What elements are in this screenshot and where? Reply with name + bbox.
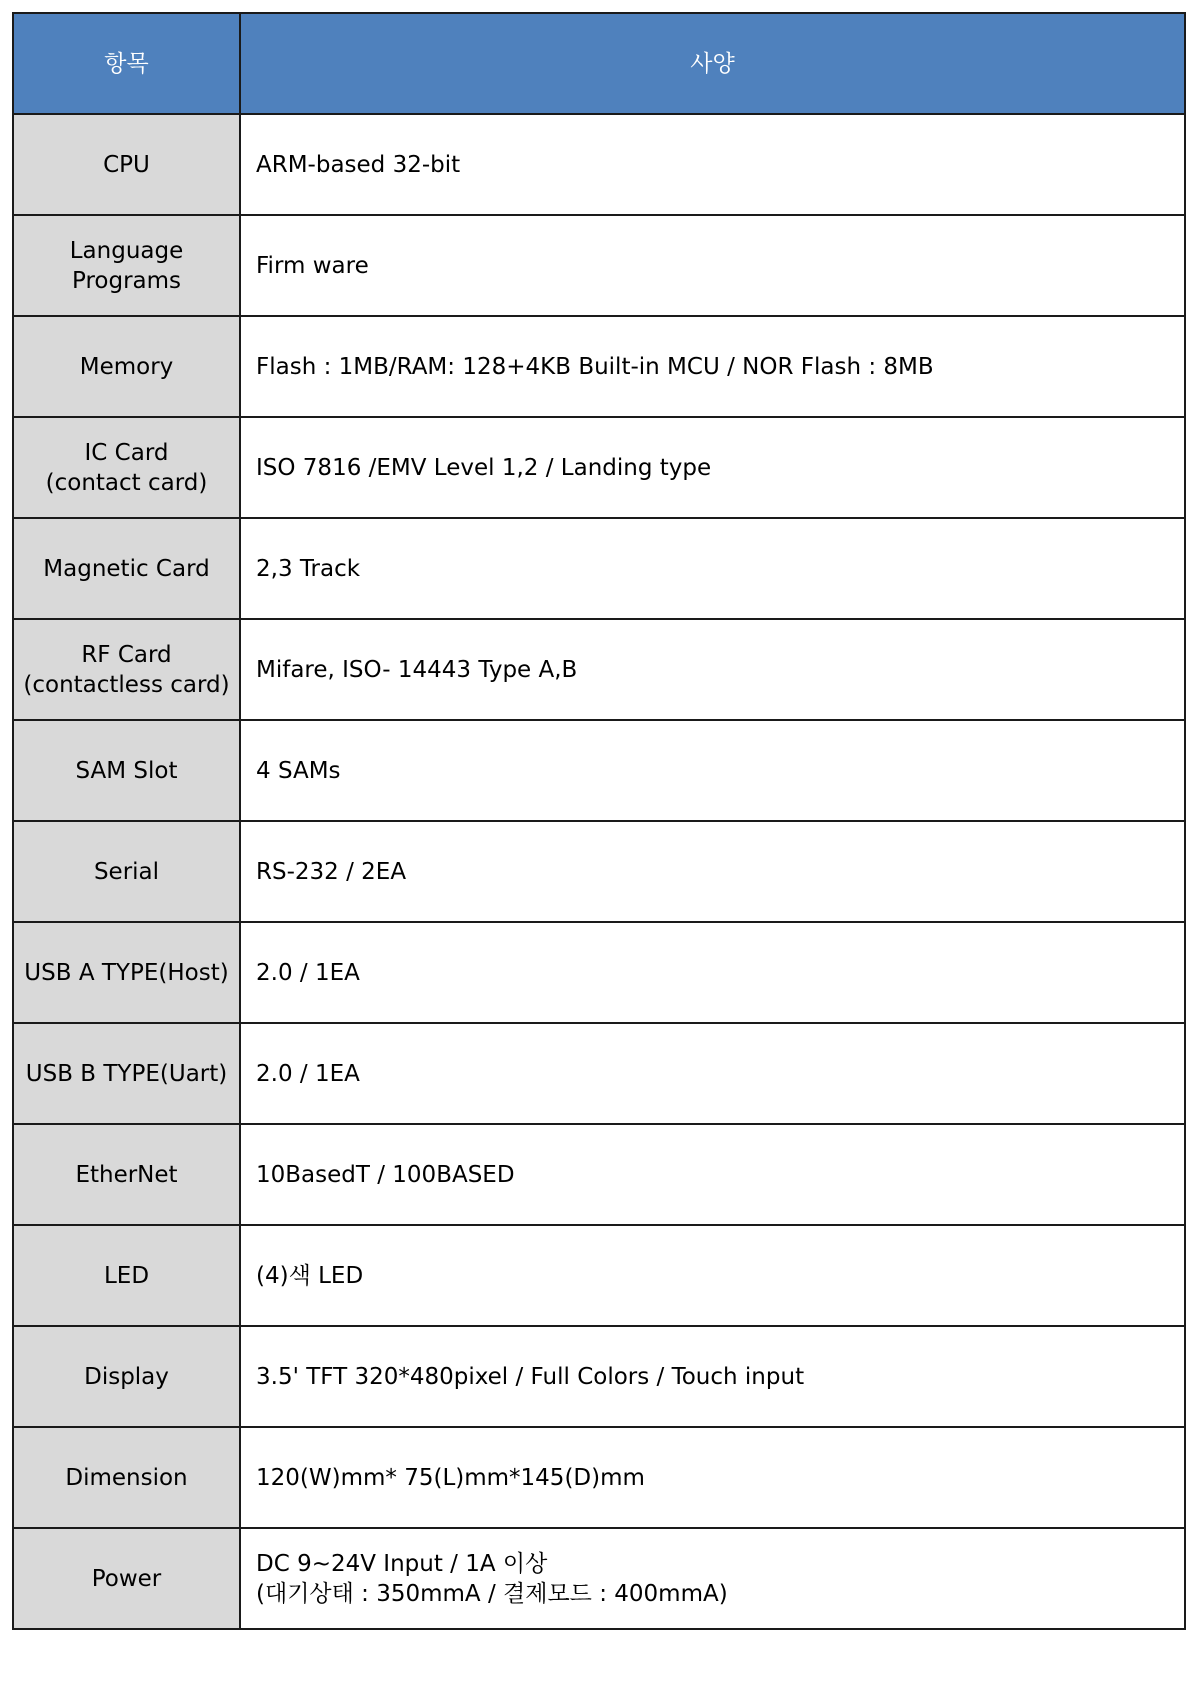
- spec-label: SAM Slot: [75, 757, 178, 784]
- table-row: [13, 1124, 1185, 1225]
- spec-label-cell: [13, 720, 240, 821]
- spec-value-cell: [240, 1528, 1185, 1629]
- spec-label-cell: [13, 1326, 240, 1427]
- table-row: [13, 720, 1185, 821]
- table-row: [13, 316, 1185, 417]
- spec-label: (contactless card): [23, 671, 230, 698]
- table-row: [13, 417, 1185, 518]
- spec-label-cell: [13, 619, 240, 720]
- spec-label: IC Card: [84, 439, 169, 466]
- table-row: [13, 922, 1185, 1023]
- spec-value: 120(W)mm* 75(L)mm*145(D)mm: [256, 1464, 645, 1491]
- spec-label: Display: [84, 1363, 169, 1390]
- spec-value: Mifare, ISO- 14443 Type A,B: [256, 656, 578, 683]
- spec-label-cell: [13, 1023, 240, 1124]
- header-row: [13, 13, 1185, 114]
- spec-label: Language: [69, 237, 184, 264]
- spec-label: CPU: [103, 151, 150, 178]
- spec-label: EtherNet: [75, 1161, 178, 1188]
- spec-value-cell: [240, 1225, 1185, 1326]
- spec-label: Programs: [71, 267, 182, 294]
- spec-label: Serial: [93, 858, 160, 885]
- spec-label: RF Card: [81, 641, 172, 668]
- header-spec: 사양: [240, 13, 1185, 114]
- spec-value-cell: [240, 1427, 1185, 1528]
- table-row: [13, 215, 1185, 316]
- spec-value: 4 SAMs: [256, 757, 341, 784]
- table-row: [13, 1528, 1185, 1629]
- spec-label: (contact card): [45, 469, 208, 496]
- spec-value: 2,3 Track: [256, 555, 361, 582]
- table-row: [13, 1225, 1185, 1326]
- spec-value-cell: [240, 417, 1185, 518]
- spec-value: 2.0 / 1EA: [256, 1060, 360, 1087]
- spec-table: [12, 12, 1186, 1630]
- spec-value-cell: [240, 215, 1185, 316]
- spec-label: USB B TYPE(Uart): [25, 1060, 228, 1087]
- table-row: [13, 1023, 1185, 1124]
- spec-value-cell: [240, 922, 1185, 1023]
- table-row: [13, 114, 1185, 215]
- spec-label-cell: [13, 1124, 240, 1225]
- spec-value-cell: [240, 518, 1185, 619]
- spec-label-cell: [13, 215, 240, 316]
- spec-label: Power: [91, 1565, 162, 1592]
- spec-value-cell: [240, 720, 1185, 821]
- spec-label-cell: [13, 821, 240, 922]
- spec-label: Dimension: [65, 1464, 188, 1491]
- spec-value-cell: [240, 1124, 1185, 1225]
- spec-label-cell: [13, 1427, 240, 1528]
- table-row: [13, 821, 1185, 922]
- table-row: [13, 518, 1185, 619]
- spec-label-cell: [13, 1528, 240, 1629]
- spec-value-cell: [240, 1023, 1185, 1124]
- spec-label: Memory: [79, 353, 174, 380]
- spec-value: 2.0 / 1EA: [256, 959, 360, 986]
- spec-label: USB A TYPE(Host): [24, 959, 229, 986]
- spec-value: Flash : 1MB/RAM: 128+4KB Built-in MCU / NOR Flash : 8MB: [256, 353, 934, 380]
- spec-value: 3.5' TFT 320*480pixel / Full Colors / Touch input: [256, 1363, 805, 1390]
- spec-value: ARM-based 32-bit: [256, 151, 461, 178]
- spec-label-cell: [13, 114, 240, 215]
- spec-value-cell: [240, 114, 1185, 215]
- spec-value: DC 9~24V Input / 1A 이상: [256, 1550, 548, 1577]
- spec-value: (4)색 LED: [256, 1262, 364, 1289]
- spec-value-cell: [240, 619, 1185, 720]
- spec-label-cell: [13, 316, 240, 417]
- spec-label-cell: [13, 417, 240, 518]
- spec-label-cell: [13, 518, 240, 619]
- spec-label: LED: [103, 1262, 150, 1289]
- spec-label-cell: [13, 1225, 240, 1326]
- spec-value: Firm ware: [256, 252, 369, 279]
- spec-value-cell: [240, 1326, 1185, 1427]
- header-item: 항목: [13, 13, 240, 114]
- table-row: [13, 1326, 1185, 1427]
- spec-value: ISO 7816 /EMV Level 1,2 / Landing type: [256, 454, 712, 481]
- spec-value: 10BasedT / 100BASED: [256, 1161, 515, 1188]
- spec-label: Magnetic Card: [43, 555, 210, 582]
- spec-value-cell: [240, 821, 1185, 922]
- table-row: [13, 1427, 1185, 1528]
- spec-value-cell: [240, 316, 1185, 417]
- table-row: [13, 619, 1185, 720]
- spec-value: (대기상태 : 350mmA / 결제모드 : 400mmA): [256, 1580, 728, 1607]
- spec-label-cell: [13, 922, 240, 1023]
- table-header: [13, 13, 1185, 114]
- table-body: [13, 114, 1185, 1629]
- spec-value: RS-232 / 2EA: [256, 858, 407, 885]
